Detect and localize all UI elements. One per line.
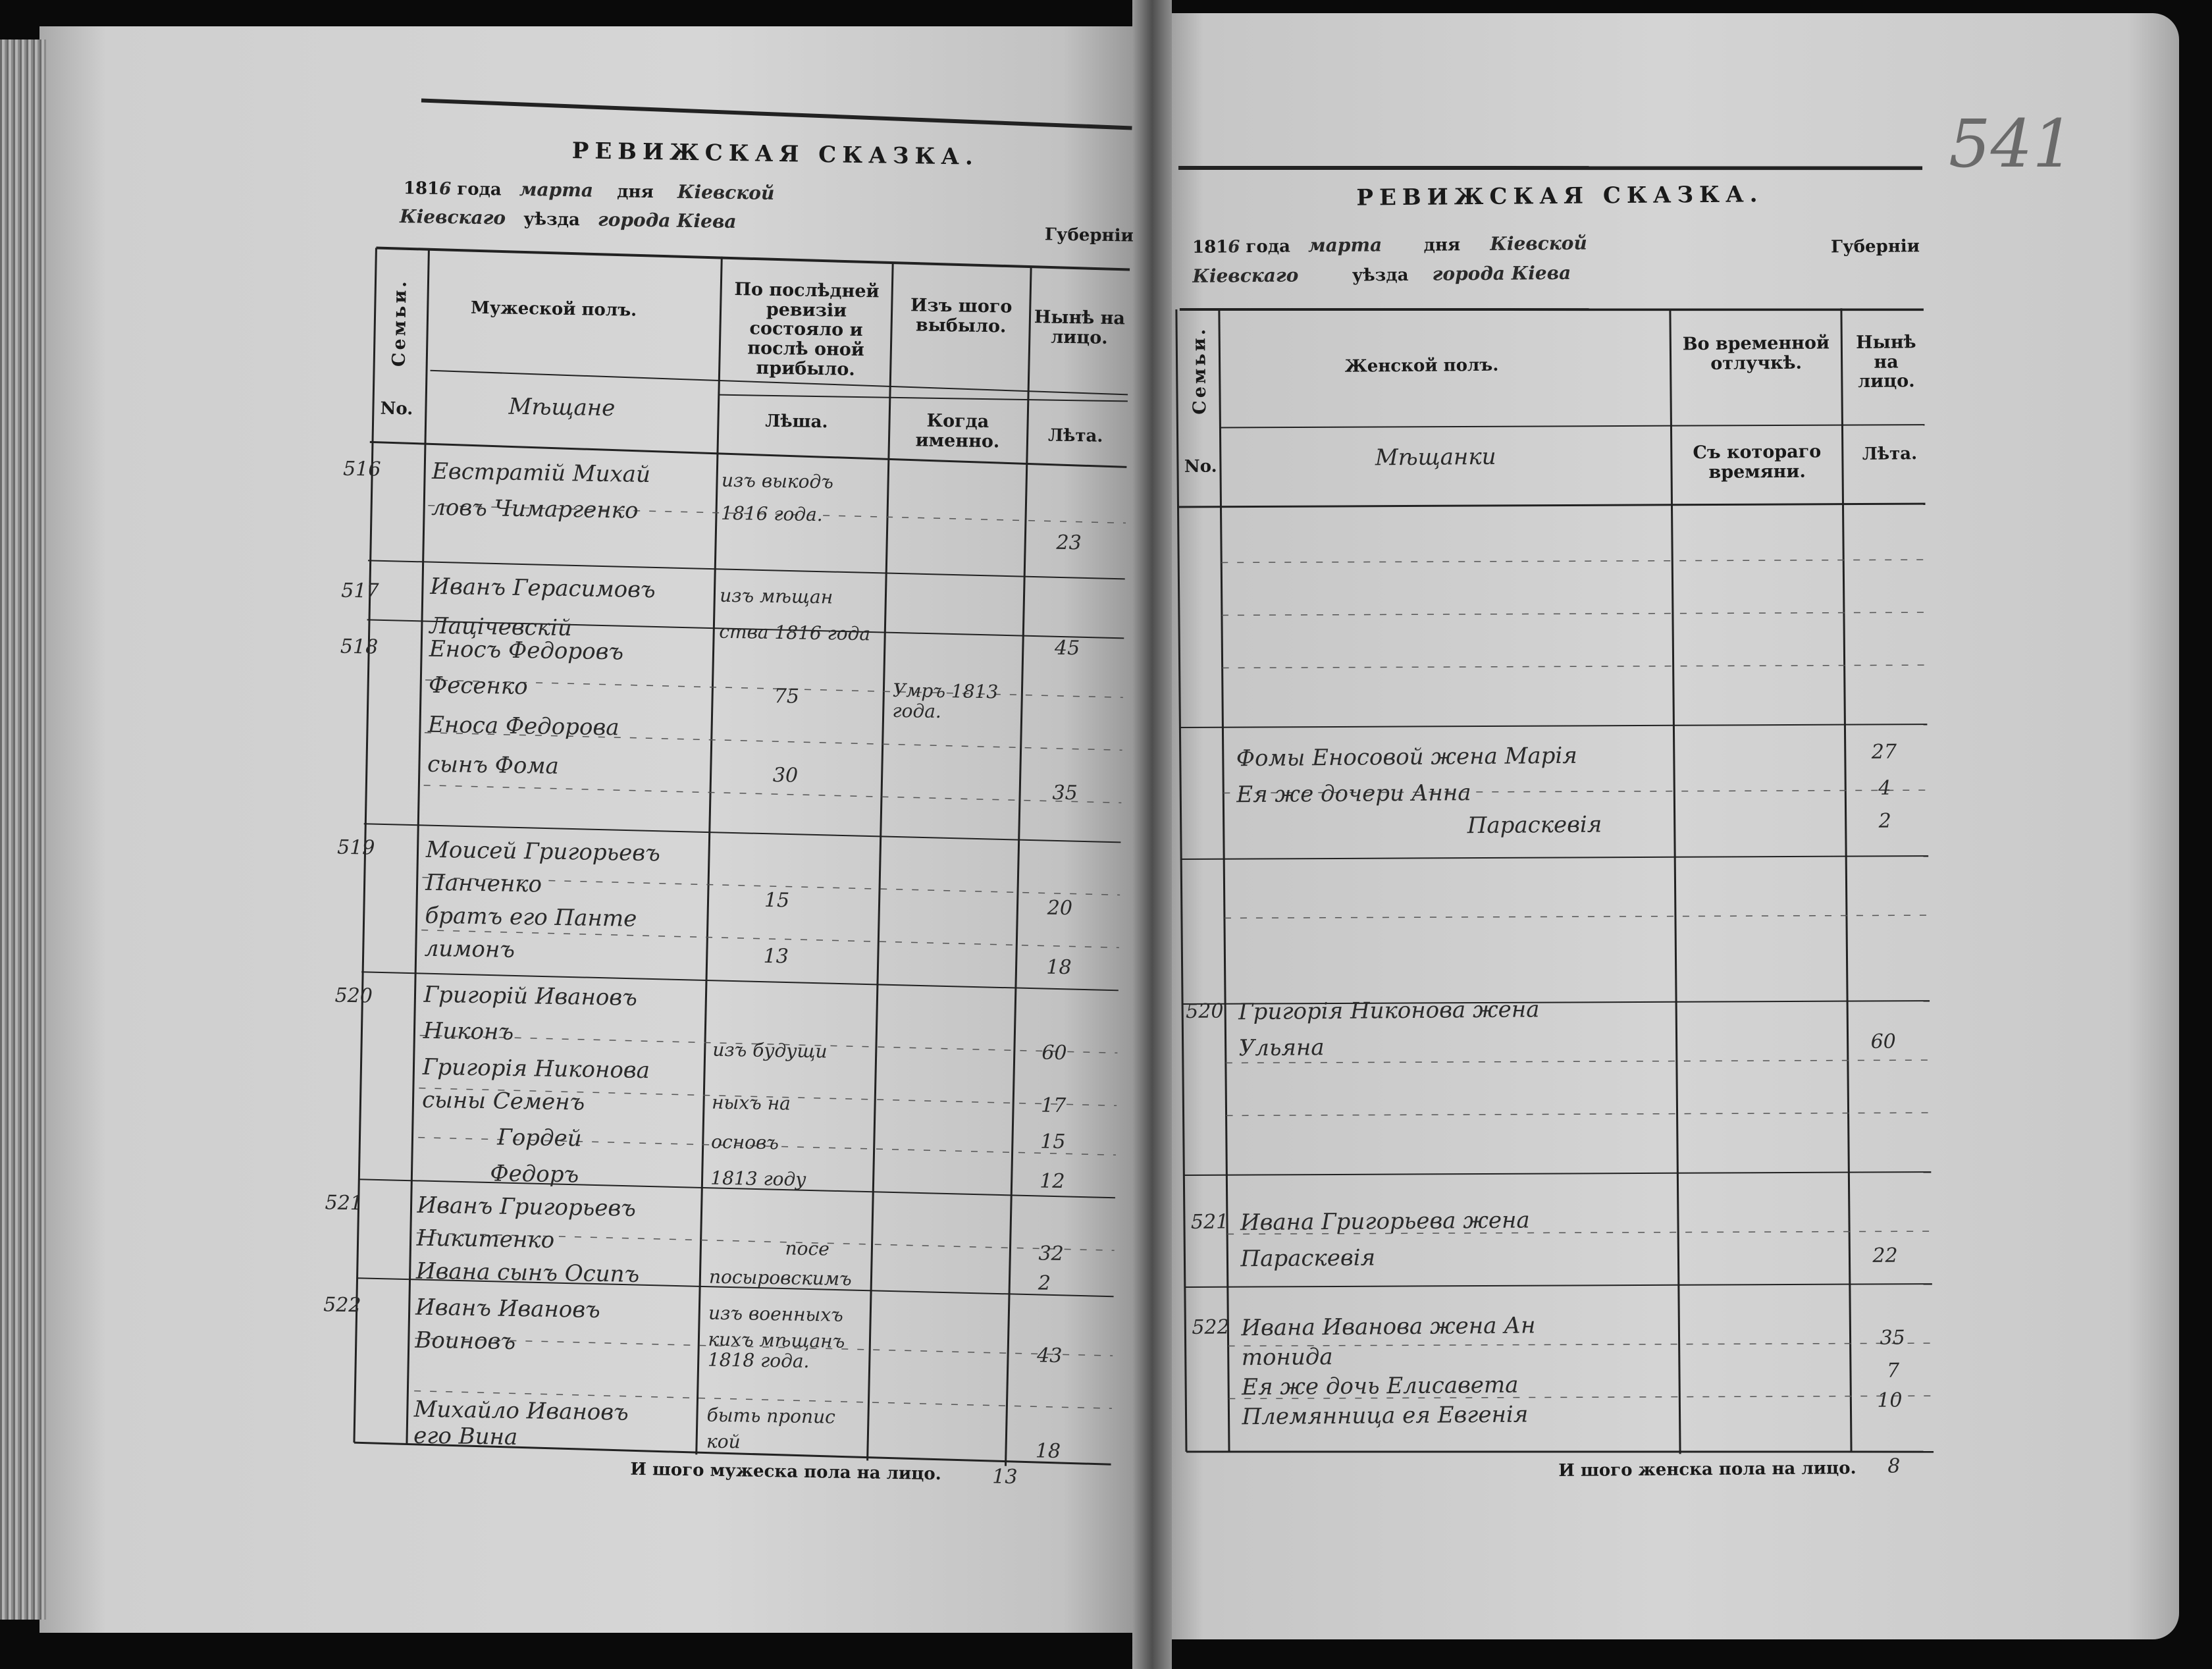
left-gubernii: Губерніи <box>1044 225 1134 246</box>
left-row-now: 20 <box>1047 896 1073 920</box>
left-word-goda: года <box>457 179 502 200</box>
left-row-arrived: 75 <box>774 685 800 708</box>
page-edges <box>0 40 46 1620</box>
left-row-arrived: 13 <box>763 944 789 968</box>
left-word-uezda: уѣзда <box>523 209 581 230</box>
right-city-adj: Кіевской <box>1490 232 1587 255</box>
right-row-name: Ея же дочери Анна <box>1236 780 1471 808</box>
left-title: РЕВИЖСКАЯ СКАЗКА. <box>571 138 980 171</box>
left-row-name: Воиновъ <box>415 1327 516 1355</box>
right-total-label: И шого женска пола на лицо. <box>1558 1458 1856 1481</box>
left-row-now: 32 <box>1038 1242 1065 1266</box>
left-row-name: Панченко <box>425 869 542 898</box>
left-row-now: 18 <box>1035 1439 1061 1464</box>
left-row-arrived: быть пропис <box>706 1404 836 1428</box>
right-row-now: 60 <box>1870 1030 1896 1053</box>
left-row-name: сыны Семенъ <box>421 1086 585 1116</box>
left-row-name: Фесенко <box>428 672 529 701</box>
right-row-name: Ея же дочь Елисавета <box>1241 1371 1519 1401</box>
right-date-line <box>1192 234 1587 257</box>
right-row-name: Ивана Григорьева жена <box>1240 1207 1530 1236</box>
page-number: 541 <box>1949 105 2074 182</box>
left-row-name: его Вина <box>413 1422 518 1451</box>
left-row-name: Моисей Григорьевъ <box>425 836 661 867</box>
left-row-name: Еносъ Федоровъ <box>429 635 624 666</box>
left-row-now: 23 <box>1056 531 1082 555</box>
left-row-no: 521 <box>325 1191 363 1215</box>
left-row-name: Ивана сынъ Осипъ <box>415 1258 640 1288</box>
left-row-gone: Умръ 1813 года. <box>892 679 999 722</box>
left-row-name: Иванъ Ивановъ <box>415 1294 601 1324</box>
right-row-name: Фомы Еносовой жена Марія <box>1236 742 1578 772</box>
left-col-male: Мужеской полъ. <box>470 298 637 321</box>
right-row-name: Григорія Никонова жена <box>1238 996 1540 1026</box>
left-row-name: Никонъ <box>423 1017 514 1046</box>
right-row-name: Параскевія <box>1240 1244 1376 1273</box>
left-row-arrived: посе <box>785 1237 830 1260</box>
right-town: города Кіева <box>1432 261 1571 285</box>
left-col-now: Нынѣ на лицо. <box>1034 307 1126 348</box>
left-row-name: Гордей <box>496 1124 582 1152</box>
right-row-now: 10 <box>1877 1389 1903 1412</box>
left-row-now: 35 <box>1052 781 1078 805</box>
left-row-arrived: посыровскимъ <box>708 1265 852 1290</box>
left-row-no: 516 <box>342 457 381 481</box>
left-col-prev-rev: По послѣдней ревизіи состояло и послѣ оной прибыло. <box>734 279 880 380</box>
right-uezd-name: Кіевскаго <box>1192 264 1299 287</box>
right-col-female: Женской полъ. <box>1344 355 1499 377</box>
left-row-name: Иванъ Герасимовъ <box>430 573 656 604</box>
right-row-now: 7 <box>1886 1359 1900 1383</box>
right-gubernii: Губерніи <box>1830 236 1920 257</box>
left-col-years1: Лѣша. <box>765 411 828 433</box>
left-row-name: Никитенко <box>416 1225 555 1254</box>
left-row-name: Григорій Ивановъ <box>423 981 638 1011</box>
right-month: марта <box>1307 234 1382 257</box>
right-title: РЕВИЖСКАЯ СКАЗКА. <box>1356 181 1764 211</box>
left-word-dnya: дня <box>616 182 654 203</box>
right-row-now: 2 <box>1878 809 1891 833</box>
left-form <box>294 99 1132 1494</box>
left-row-arrived: ныхъ на <box>711 1091 791 1115</box>
right-col-absent: Во временной отлучкѣ. <box>1682 332 1830 374</box>
left-row-name: ловъ Чимаргенко <box>431 494 639 524</box>
right-row-name: Параскевія <box>1467 811 1602 839</box>
right-row-name: Ульяна <box>1238 1034 1325 1062</box>
left-city-adj: Кіевской <box>677 180 775 204</box>
left-row-no: 518 <box>340 635 379 659</box>
right-year-prefix: 181 <box>1192 237 1228 257</box>
right-word-goda: года <box>1246 236 1291 257</box>
left-row-now: 43 <box>1036 1344 1063 1368</box>
book-gutter <box>1132 0 1172 1669</box>
right-uezd-line <box>1192 263 1571 287</box>
left-row-arrived: основъ <box>710 1130 779 1154</box>
left-row-now: 18 <box>1046 955 1072 980</box>
left-row-now: 17 <box>1040 1094 1066 1118</box>
left-row-arrived: ства 1816 года <box>719 620 871 645</box>
left-row-now: 12 <box>1040 1169 1065 1194</box>
left-row-now: 60 <box>1041 1041 1067 1065</box>
left-row-name: Михайло Ивановъ <box>413 1396 629 1426</box>
right-row-name: тонида <box>1241 1344 1333 1371</box>
right-col-now: Нынѣ на лицо. <box>1856 332 1916 392</box>
left-row-arrived: 30 <box>772 764 799 787</box>
right-word-dnya: дня <box>1423 235 1461 255</box>
right-row-now: 4 <box>1878 776 1891 800</box>
left-row-name: братъ его Панте <box>425 902 637 932</box>
left-col-no: No. <box>380 398 413 419</box>
right-estate: Мѣщанки <box>1375 443 1496 471</box>
right-word-uezda: уѣзда <box>1352 265 1409 286</box>
right-row-name: Племянница ея Евгенія <box>1242 1401 1529 1431</box>
right-row-now: 35 <box>1880 1326 1905 1350</box>
right-row-now: 27 <box>1871 740 1897 764</box>
left-row-now: 45 <box>1054 636 1080 660</box>
left-row-now: 2 <box>1038 1271 1051 1295</box>
left-row-arrived: изъ военныхъ <box>708 1302 844 1326</box>
left-month: марта <box>519 178 594 201</box>
left-row-arrived: кой <box>706 1430 741 1453</box>
right-col-since: Съ котораго времяни. <box>1693 441 1822 483</box>
right-col-years: Лѣта. <box>1862 444 1918 464</box>
left-row-arrived: кихъ мѣщанъ 1818 года. <box>707 1328 845 1372</box>
left-row-arrived: изъ мѣщан <box>719 584 833 608</box>
left-row-no: 522 <box>323 1293 361 1317</box>
left-row-name: Еноса Федорова <box>427 711 619 741</box>
left-year-prefix: 181 <box>403 178 440 199</box>
right-total-value: 8 <box>1887 1454 1901 1478</box>
left-row-name: Иванъ Григорьевъ <box>417 1192 637 1222</box>
right-row-now: 22 <box>1872 1244 1898 1267</box>
left-estate: Мѣщане <box>508 393 616 422</box>
left-col-years2: Лѣта. <box>1047 425 1103 446</box>
left-total-label: И шого мужеска пола на лицо. <box>630 1459 942 1485</box>
left-row-arrived: 15 <box>764 888 790 913</box>
left-row-no: 517 <box>340 579 379 603</box>
left-col-semi: Семьи. <box>388 278 411 367</box>
left-row-name: Евстратій Михай <box>431 458 651 489</box>
left-row-arrived: изъ выкодъ <box>721 469 834 493</box>
left-row-now: 15 <box>1040 1130 1066 1154</box>
right-form <box>1178 161 1940 1481</box>
left-col-dropped: Изъ шого выбыло. <box>910 295 1013 337</box>
right-row-no: 520 <box>1186 999 1224 1023</box>
left-total-value: 13 <box>991 1465 1018 1489</box>
left-row-name: Федоръ <box>490 1160 579 1188</box>
left-year-digit: 6 <box>438 178 452 199</box>
right-row-name: Ивана Иванова жена Ан <box>1241 1312 1536 1342</box>
left-row-no: 520 <box>334 984 373 1008</box>
left-row-name: Лацічевскій <box>429 612 573 642</box>
left-row-arrived: изъ будущи <box>712 1038 828 1063</box>
left-row-name: Григорія Никонова <box>422 1053 650 1084</box>
left-town: города Кіева <box>597 208 737 233</box>
left-row-name: сынъ Фома <box>427 751 560 780</box>
left-row-arrived: 1816 года. <box>720 502 823 526</box>
left-row-no: 519 <box>336 835 375 860</box>
right-col-no: No. <box>1184 456 1217 477</box>
right-year-digit: 6 <box>1228 237 1240 257</box>
right-row-no: 522 <box>1192 1315 1230 1339</box>
left-row-arrived: 1813 году <box>710 1167 806 1190</box>
right-row-no: 521 <box>1190 1210 1229 1234</box>
right-col-semi: Семьи. <box>1189 326 1211 415</box>
left-uezd-name: Кіевскаго <box>399 205 506 229</box>
left-row-name: лимонъ <box>424 935 515 963</box>
left-col-when: Когда именно. <box>915 410 1000 452</box>
